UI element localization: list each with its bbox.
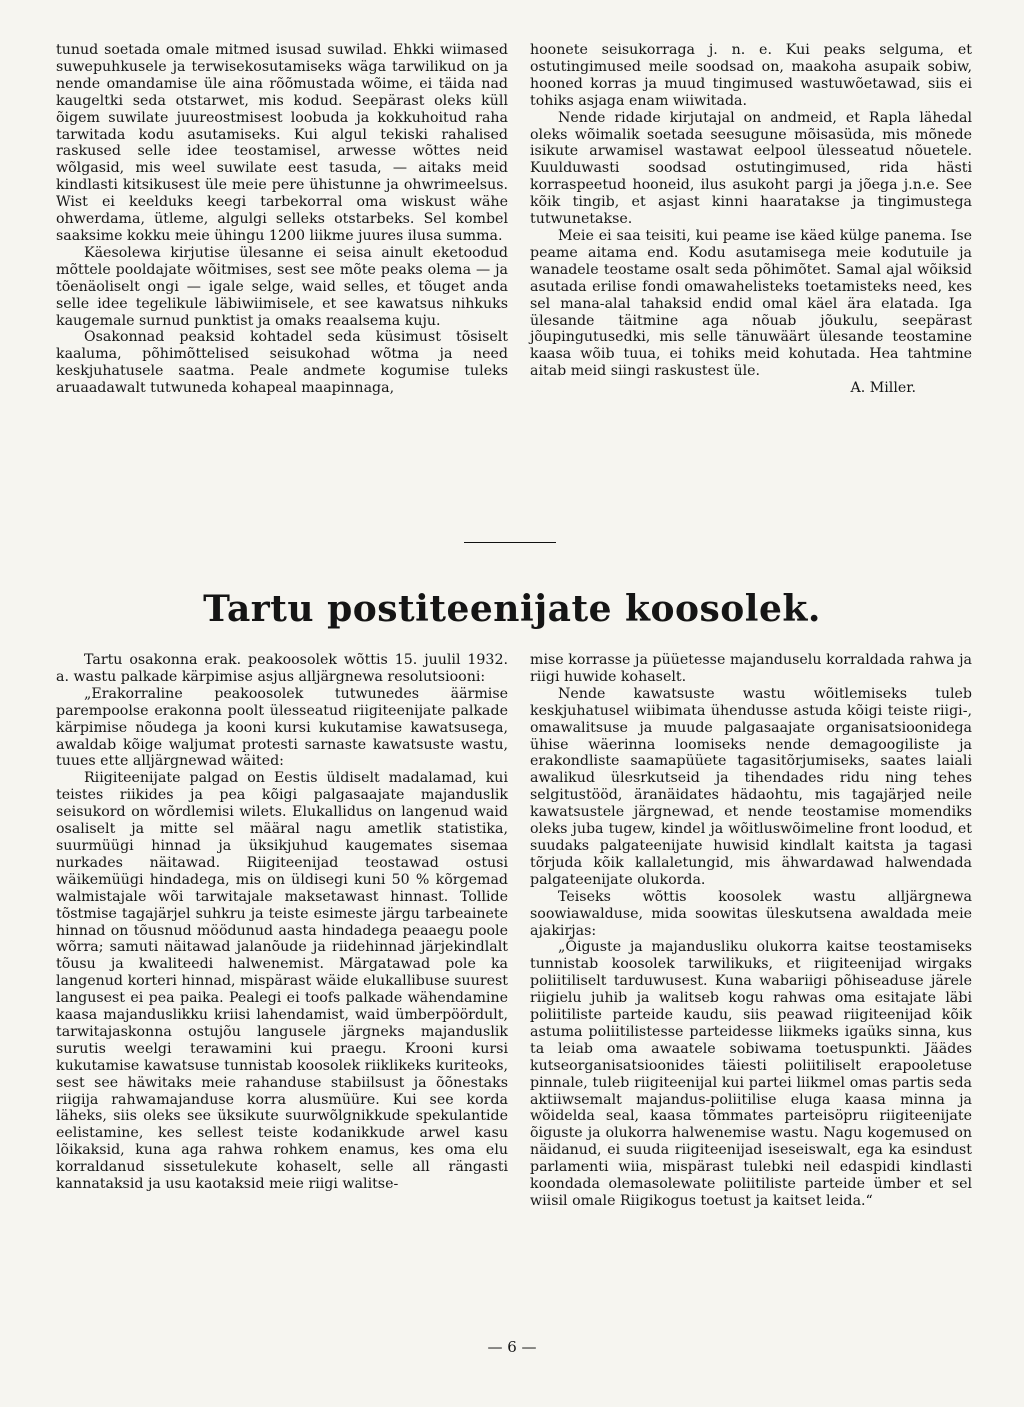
paragraph: Käesolewa kirjutise ülesanne ei seisa ainult eketoodud mõttele pooldajate wõitmises, sest see mõte peaks olema — ja tõenäoliselt ongi — igale selge, waid selles, et tõuget anda selle idee tegelikule läbiwiimisele, et see kawatsus nihkuks kaugemale surnud punktist ja omaks reaalsema kuju.: [56, 244, 508, 329]
paragraph: mise korrasse ja püüetesse majanduselu korraldada rahwa ja riigi huwide kohaselt.: [530, 652, 972, 685]
paragraph: Nende ridade kirjutajal on andmeid, et Rapla lähedal oleks wõimalik soetada seesugune mõisasüda, mis mõnede isikute arwamisel wastawat eelpool ülesseatud nõuetele. Kuulduwasti soodsad ostutingimused, rida hästi korraspeetud hooneid, ilus asukoht pargi ja jõega j.n.e. See kõik tingib, et asjast kinni haaratakse ja tingimustega tutwunetakse.: [530, 109, 972, 228]
bottom-article-right-column: [530, 652, 972, 1210]
paragraph: tunud soetada omale mitmed isusad suwilad. Ehkki wiimased suwepuhkusele ja terwisekosutamiseks wäga tarwilikud on ja nende omandamise üle aina rõõmustada wõime, ei täida nad kaugeltki seda otstarwet, mis kodud. Seepärast oleks küll õigem suwilate juureostmisest loobuda ja kokkuhoitud raha tarwitada kodu asutamiseks. Kui algul tekiski rahalised raskused selle idee teostamisel, arwesse wõttes neid wõlgasid, mis weel suwilate eest tasuda, — aitaks meid kindlasti kitsikusest üle meie pere ühistunne ja ohwrimeelsus. Wist ei keelduks keegi tarbekorral oma wiskust wähe ohwerdama, ütleme, algulgi selleks otstarbeks. Sel kombel saaksime kokku meie ühingu 1200 liikme juures ilusa summa.: [56, 42, 508, 244]
paragraph: Riigiteenijate palgad on Eestis üldiselt madalamad, kui teistes riikides ja pea kõigi palgasaajate majanduslik seisukord on wõrdlemisi wilets. Elukallidus on langenud waid osaliselt ja mitte sel määral nagu ametlik statistika, suurmüügi hinnad ja üksikjuhud kaugemates sisemaa nurkades näitawad. Riigiteenijad teostawad ostusi wäikemüügi hindadega, mis on üldisegi kuni 50 % kõrgemad walmistajale wõi tarwitajale maksetawast hinnast. Tollide tõstmise tagajärjel suhkru ja teiste esimeste järgu tarbeainete hinnad on tõusnud möödunud aasta hindadega peaaegu poole wõrra; samuti näitawad jalanõude ja riidehinnad järjekindlalt tõusu ja kwaliteedi halwenemist. Märgatawad pole ka langenud korteri hinnad, mispärast wäide elukallibuse suurest langusest ei pea paika. Pealegi ei toofs palkade wähendamine kaasa majanduslikku kriisi lahendamist, waid ümberpöördult, tarwitajaskonna ostujõu langusele järgneks majanduslik surutis weelgi terawamini kui praegu. Krooni kursi kukutamise kawatsuse tunnistab koosolek riiklikeks kuriteoks, sest see häwitaks meie rahanduse stabiilsust ja õõnestaks riigija rahwamajanduse korra alusmüüre. Kui see korda läheks, siis oleks see üksikute suurwõlgnikkude spekulantide eelistamine, kes sellest teiste kodanikkude arwel kasu lõikaksid, kuna aga rahwa rohkem enamus, kes oma elu korraldanud sissetulekute kohaselt, selle all rängasti kannataksid ja usu kaotaksid meie riigi walitse-: [56, 770, 508, 1193]
paragraph: „Erakorraline peakoosolek tutwunedes äärmise parempoolse erakonna poolt ülesseatud riigiteenijate palkade kärpimise nõudega ja kooni kursi kukutamise kawatsusega, awaldab kõige waljumat protesti sarnaste kawatsuste wastu, tuues ette alljärgnewad wäited:: [56, 685, 508, 770]
paragraph: Osakonnad peaksid kohtadel seda küsimust tõsiselt kaaluma, põhimõttelised seisukohad wõtma ja need keskjuhatusele saatma. Peale andmete kogumise tuleks aruaadawalt tutwuneda kohapeal maapinnaga,: [56, 329, 508, 397]
page-number: — 6 —: [487, 1338, 537, 1356]
paragraph: „Õiguste ja majandusliku olukorra kaitse teostamiseks tunnistab koosolek tarwilikuks, et riigiteenijad wirgaks poliitiliselt tarduwusest. Kuna wabariigi põhiseaduse järele riigielu juhib ja walitseb kogu rahwas oma esitajate läbi poliitiliste parteide kaudu, siis peawad riigiteenijad kõik astuma poliitilistesse parteidesse liikmeks igaüks sinna, kus ta leiab oma awaatele sobiwama toetuspunkti. Jäädes kutseorganisatsioonides täiesti poliitiliselt erapooletuse pinnale, tuleb riigiteenijal kui partei liikmel omas partis seda aktiiwsemalt majandus-poliitilise eluga kaasa minna ja wõidelda seal, kaasa tõmmates parteisöpru riigiteenijate õiguste ja olukorra halwenemise wastu. Nagu kogemused on näidanud, ei suuda riigiteenijad iseseiswalt, ega ka esindust parlamenti wiia, mispärast tulebki neil edaspidi kindlasti koondada olemasolewate poliitiliste parteide ümber et sel wiisil omale Riigikogus toetust ja kaitset leida.“: [530, 939, 972, 1209]
article-headline: Tartu postiteenijate koosolek.: [203, 588, 821, 630]
paragraph: Teiseks wõttis koosolek wastu alljärgnewa soowiawalduse, mida soowitas üleskutsena awaldada meie ajakirjas:: [530, 888, 972, 939]
top-article-left-column: [56, 42, 508, 397]
paragraph: Tartu osakonna erak. peakoosolek wõttis 15. juulil 1932. a. wastu palkade kärpimise asjus alljärgnewa resolutsiooni:: [56, 652, 508, 685]
paragraph: Meie ei saa teisiti, kui peame ise käed külge panema. Ise peame aitama end. Kodu asutamisega meie kodutuile ja wanadele teostame osalt seda põhimõtet. Samal ajal wõiksid asutada erilise fondi omawahelisteks toetamisteks need, kes sel mana-alal tahaksid endid omal käel ära elatada. Iga ülesande täitmine aga nõuab jõukulu, seepärast jõupingutusedki, mis selle tänuwäärt ülesande teostamine kaasa wõib tuua, ei tohiks meid kohutada. Hea tahtmine aitab meid siingi raskustest üle.: [530, 227, 972, 380]
bottom-article-left-column: [56, 652, 508, 1193]
paragraph: Nende kawatsuste wastu wõitlemiseks tuleb keskjuhatusel wiibimata ühendusse astuda kõigi teiste riigi-, omawalitsuse ja muude palgasaajate organisatsioonidega ühise wäerinna loomiseks nende demagoogiliste ja erakondliste saamapüüete tagasitõrjumiseks, saates laiali awalikud ülesrkutseid ja tihendades ridu ning tehes selgitustööd, äranäidates hädaohtu, mis tagajärjed neile kawatsustele järgnewad, et nende teostamise momendiks oleks juba tugew, kindel ja wõitluswõimeline front loodud, et suudaks palgateenijate huwisid kindlalt kaitsta ja tagasi tõrjuda kõik kallaletungid, mis ähwardawad halwendada palgateenijate olukorda.: [530, 685, 972, 888]
paragraph: hoonete seisukorraga j. n. e. Kui peaks selguma, et ostutingimused meile soodsad on, maakoha asupaik sobiw, hooned korras ja muud tingimused wastuwõetawad, siis ei tohiks asjaga enam wiiwitada.: [530, 42, 972, 109]
section-divider: [464, 542, 556, 543]
article-signature: A. Miller.: [850, 380, 916, 397]
top-article-right-column: [530, 42, 972, 397]
